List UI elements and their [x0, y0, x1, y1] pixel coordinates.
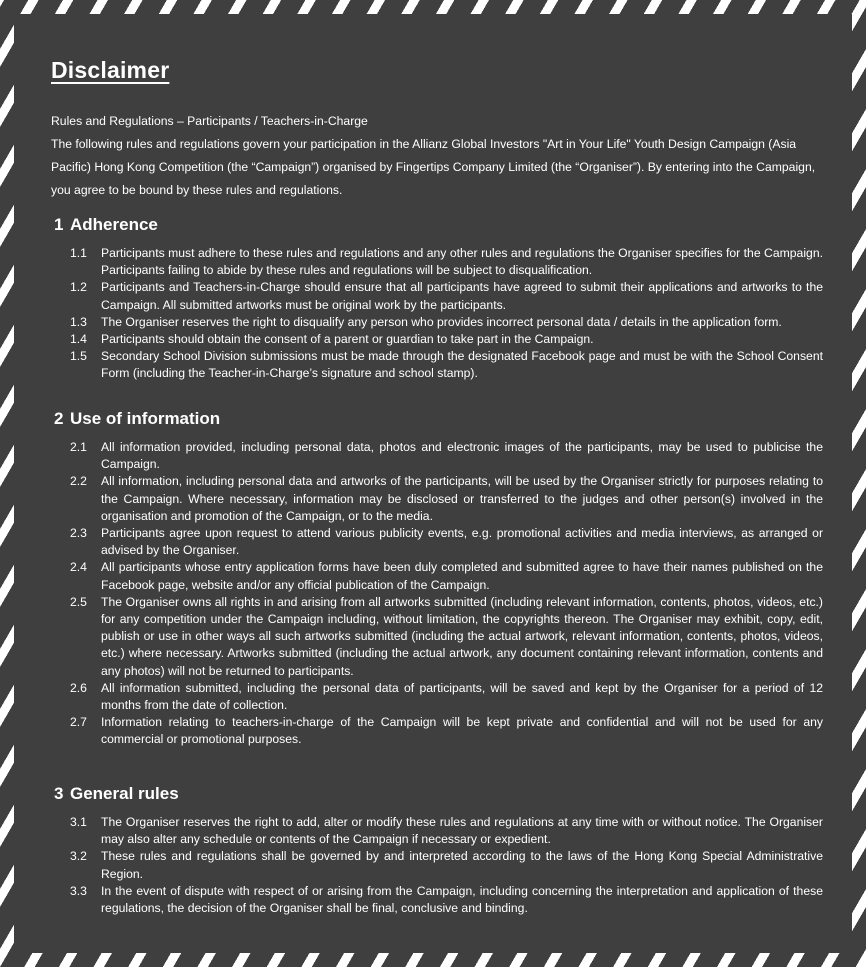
section-title-text: General rules	[70, 784, 179, 803]
item-number: 1.1	[70, 246, 87, 260]
list-item	[51, 245, 823, 279]
list-item	[51, 680, 823, 714]
list-item	[51, 314, 823, 331]
list-item	[51, 525, 823, 559]
intro-heading: Rules and Regulations – Participants / Teachers-in-Charge	[51, 114, 368, 128]
item-text: The Organiser owns all rights in and arising from all artworks submitted (including relevant information, contents, photos, videos, etc.) for any competition under the Campaign including, without limitation, the copyrights thereon. The Organiser may exhibit, copy, edit, publish or use in other ways all such artworks submitted (including the actual artwork, relevant information, contents, photos, videos, etc.) where necessary. Artworks submitted (including the actual artwork, any document containing relevant information, contents and any photos) will not be returned to participants.	[101, 594, 823, 678]
item-number: 1.4	[70, 332, 87, 347]
item-text: Participants should obtain the consent of a parent or guardian to take part in the Campaign.	[101, 332, 594, 347]
section-title-adherence	[54, 215, 158, 235]
section-number: 2	[54, 409, 64, 428]
section-title-text: Use of information	[70, 409, 221, 428]
section-list-adherence	[51, 245, 823, 383]
item-text: All participants whose entry application forms have been duly completed and submitted agree to have their names published on the Facebook page, website and/or any official publication of the Campaign.	[101, 560, 823, 592]
item-number: 3.1	[70, 815, 87, 829]
section-list-general-rules	[51, 814, 823, 917]
item-number: 1.3	[70, 314, 87, 329]
list-item	[51, 594, 823, 680]
item-text: All information provided, including personal data, photos and electronic images of the participants, may be used to publicise the Campaign.	[101, 440, 823, 472]
item-number: 3.2	[70, 849, 87, 864]
intro	[51, 110, 831, 202]
item-text: In the event of dispute with respect of or arising from the Campaign, including concerning the interpretation and application of these regulations, the decision of the Organiser shall be final, conclusive and binding.	[101, 883, 823, 916]
item-number: 2.3	[70, 526, 87, 541]
disclaimer-panel	[14, 14, 852, 953]
item-text: All information submitted, including the personal data of participants, will be saved and kept by the Organiser for a period of 12 months from the date of collection.	[101, 680, 823, 713]
item-number: 2.4	[70, 560, 87, 575]
item-text: Information relating to teachers-in-charge of the Campaign will be kept private and confidential and will not be used for any commercial or promotional purposes.	[101, 715, 823, 747]
page-title: Disclaimer	[51, 57, 170, 83]
item-text: Participants agree upon request to attend various publicity events, e.g. promotional activities and media interviews, as arranged or advised by the Organiser.	[101, 526, 823, 558]
list-item	[51, 814, 823, 848]
item-number: 2.1	[70, 440, 87, 454]
item-text: These rules and regulations shall be governed by and interpreted according to the laws of the Hong Kong Special Administrative Region.	[101, 849, 823, 881]
list-item	[51, 714, 823, 748]
item-number: 3.3	[70, 883, 87, 898]
section-list-use-of-information	[51, 439, 823, 749]
item-number: 2.6	[70, 680, 87, 695]
intro-body: The following rules and regulations govern your participation in the Allianz Global Investors "Art in Your Life" Youth Design Campaign (Asia Pacific) Hong Kong Competition (the “Campaign”) organised by Fingertips Company Limited (the “Organiser”). By entering into the Campaign, you agree to be bound by these rules and regulations.	[51, 137, 816, 197]
item-number: 2.5	[70, 594, 87, 609]
list-item	[51, 559, 823, 593]
item-number: 1.5	[70, 349, 87, 364]
item-text: Participants must adhere to these rules and regulations and any other rules and regulations the Organiser specifies for the Campaign. Participants failing to abide by these rules and regulations will be subject to disqualification.	[101, 246, 823, 278]
item-text: All information, including personal data and artworks of the participants, will be used by the Organiser strictly for purposes relating to the Campaign. Where necessary, information may be disclosed or transferred to the judges and other person(s) involved in the organisation and promotion of the Campaign, or to the media.	[101, 474, 823, 523]
section-number: 3	[54, 784, 64, 803]
list-item	[51, 439, 823, 473]
item-number: 2.7	[70, 715, 87, 730]
item-number: 2.2	[70, 474, 87, 489]
section-title-general-rules	[54, 784, 179, 804]
item-number: 1.2	[70, 280, 87, 295]
item-text: Secondary School Division submissions must be made through the designated Facebook page and must be with the School Consent Form (including the Teacher-in-Charge’s signature and school stamp).	[101, 349, 823, 381]
list-item	[51, 279, 823, 313]
section-title-text: Adherence	[70, 215, 158, 234]
list-item	[51, 473, 823, 525]
list-item	[51, 331, 823, 348]
section-title-use-of-information	[54, 409, 220, 429]
item-text: Participants and Teachers-in-Charge should ensure that all participants have agreed to submit their applications and artworks to the Campaign. All submitted artworks must be original work by the participants.	[101, 280, 823, 312]
section-number: 1	[54, 215, 64, 234]
list-item	[51, 348, 823, 382]
list-item	[51, 883, 823, 917]
item-text: The Organiser reserves the right to disqualify any person who provides incorrect personal data / details in the application form.	[101, 314, 782, 329]
item-text: The Organiser reserves the right to add, alter or modify these rules and regulations at any time with or without notice. The Organiser may also alter any schedule or contents of the Campaign if necessary or expedient.	[101, 815, 823, 847]
list-item	[51, 848, 823, 882]
